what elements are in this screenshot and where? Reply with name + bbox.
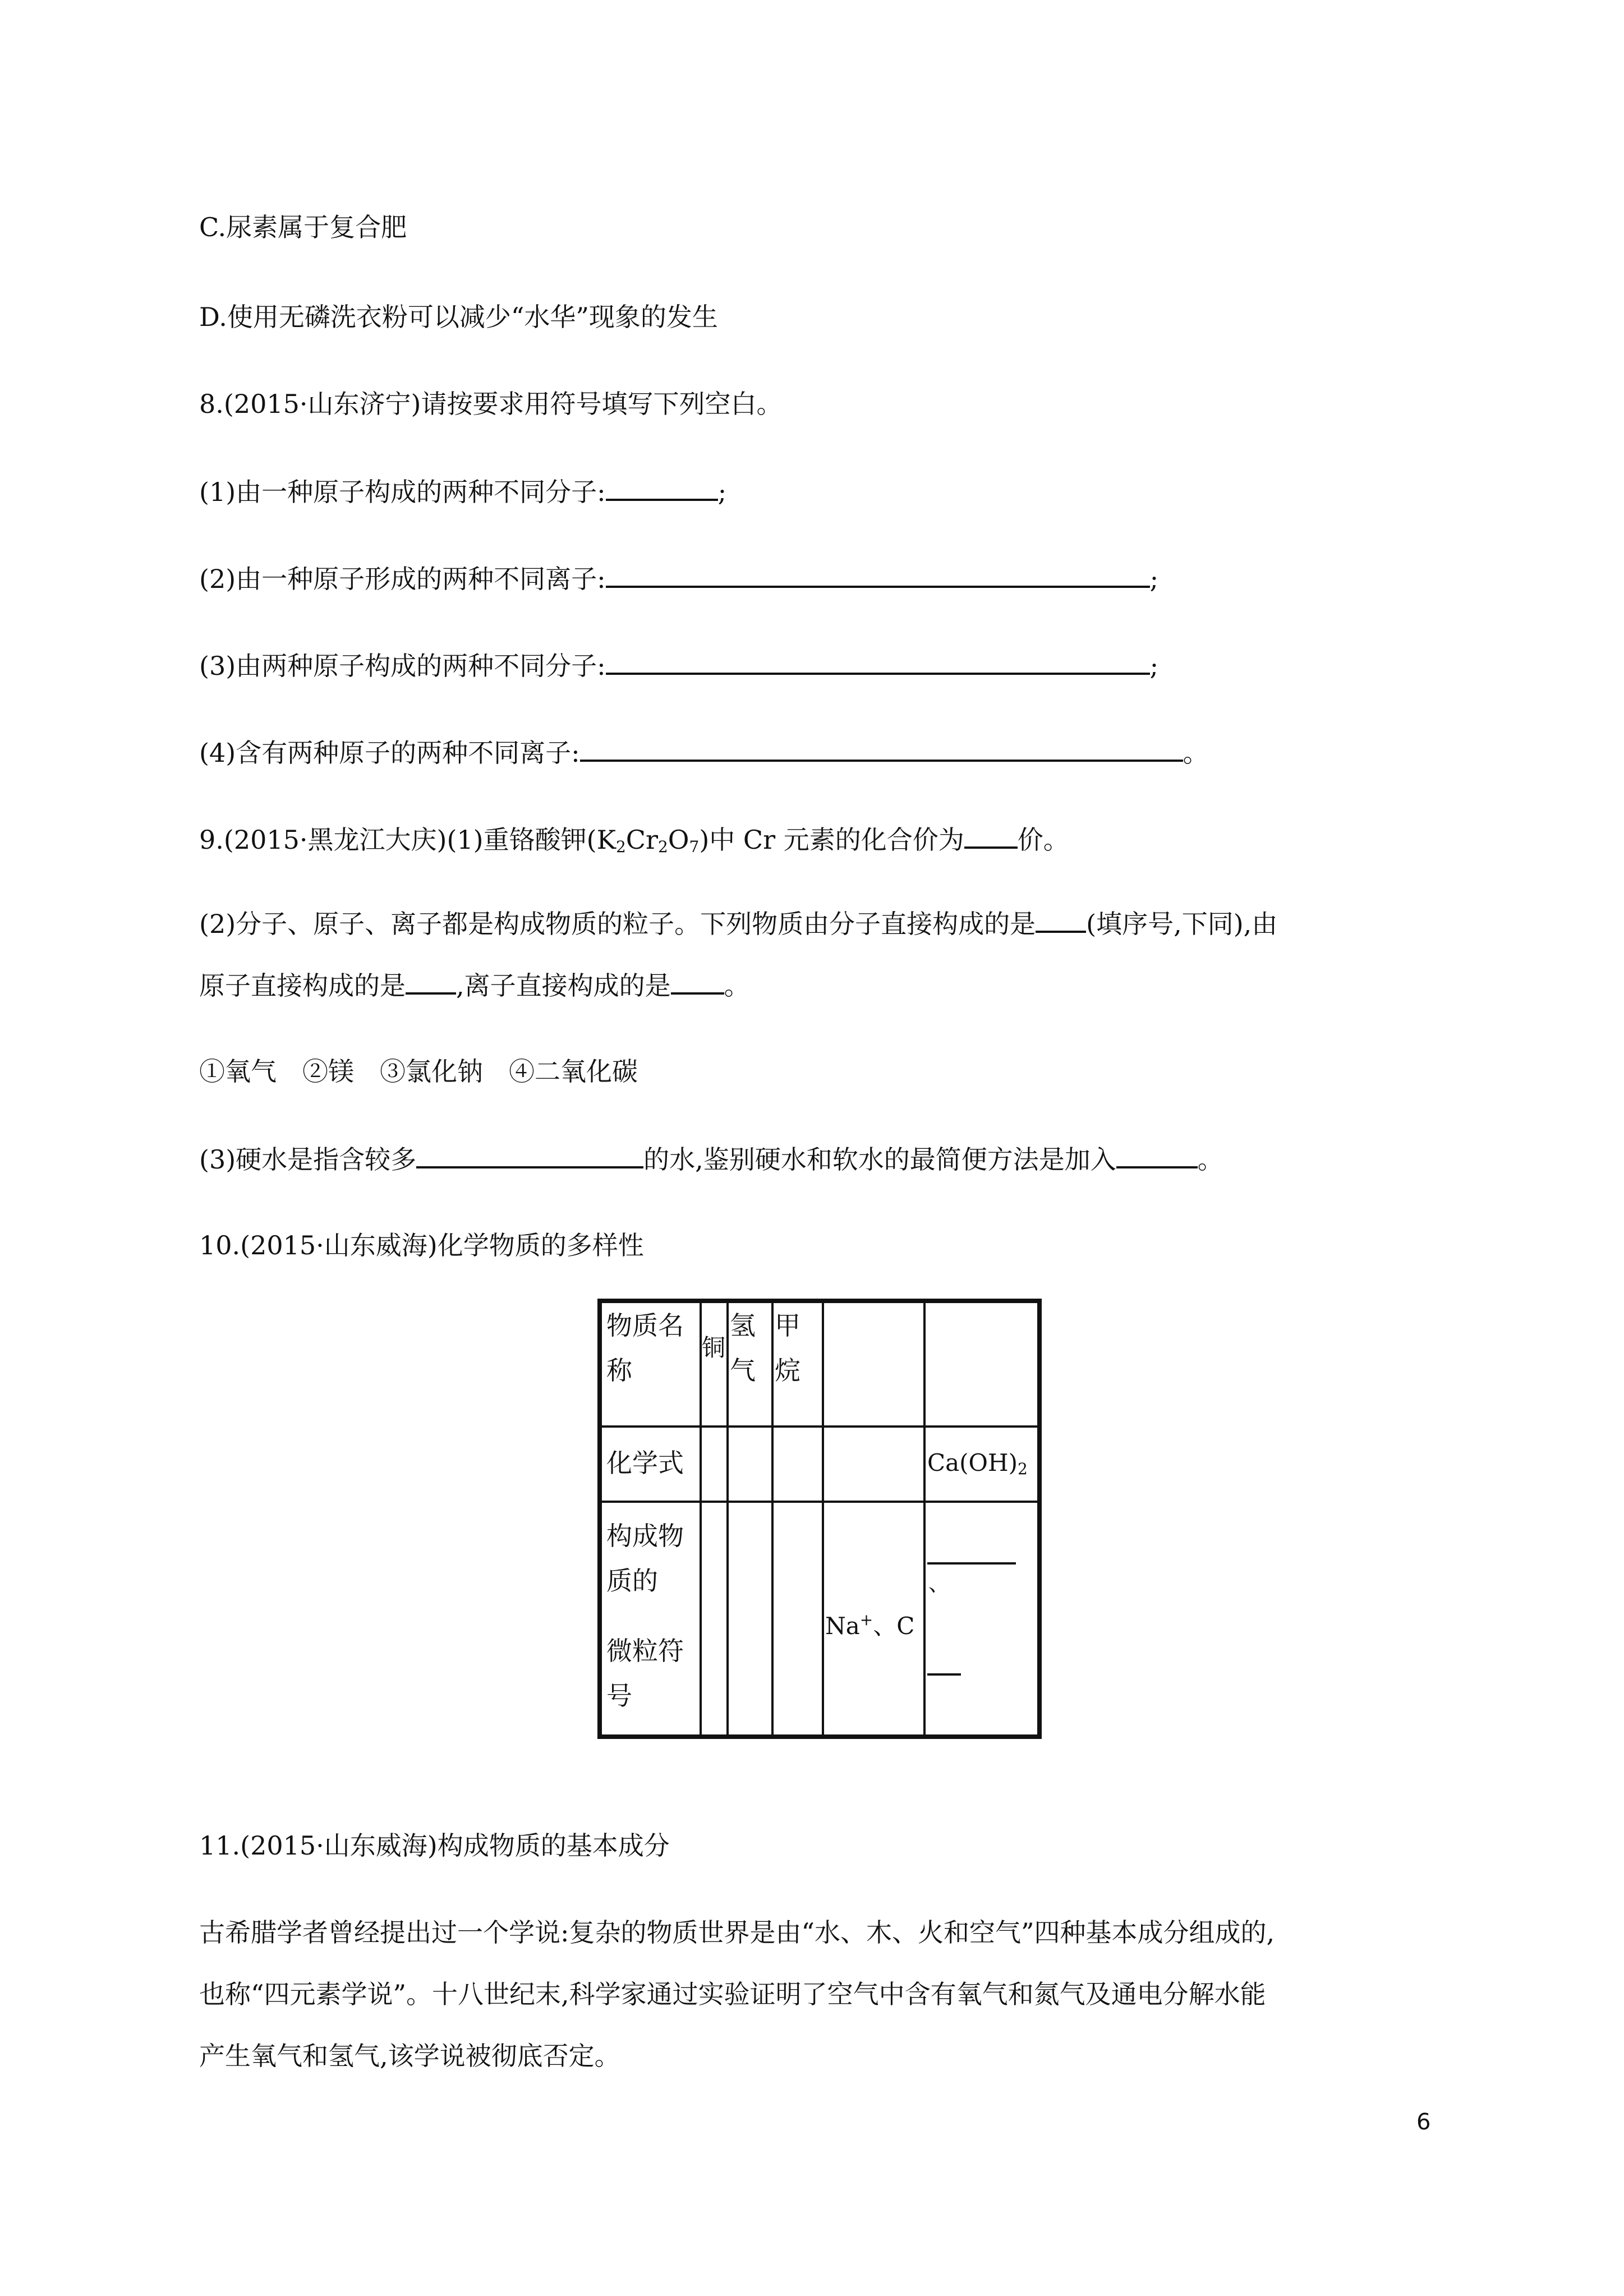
q9-3-text-b: 的水,鉴别硬水和软水的最简便方法是加入 xyxy=(643,1144,1116,1175)
q8-item-2 xyxy=(199,561,1158,596)
q8-item-4 xyxy=(199,735,1209,770)
q9-2-text-d: ,离子直接构成的是 xyxy=(456,970,671,1001)
table-col-line xyxy=(822,1303,824,1734)
q9-2-blank-2[interactable] xyxy=(406,968,456,995)
option-c: C.尿素属于复合肥 xyxy=(199,212,407,242)
cell-copper: 铜 xyxy=(702,1334,726,1361)
cell-blank-line-2[interactable] xyxy=(927,1673,961,1676)
table-row-line xyxy=(602,1501,1037,1503)
table-col-line xyxy=(726,1303,729,1734)
q9-text-a: 9.(2015·黑龙江大庆)(1)重铬酸钾(K xyxy=(199,825,616,855)
table-col-line xyxy=(771,1303,774,1734)
q9-item-2-line1 xyxy=(199,906,1277,941)
table-col-line xyxy=(923,1303,926,1734)
sodium-text: Na xyxy=(825,1612,860,1640)
q9-item-3 xyxy=(199,1142,1223,1176)
q9-item-2-line2 xyxy=(199,968,750,1002)
q9-2-text-e: 。 xyxy=(724,970,750,1001)
q8-item-1 xyxy=(199,474,726,509)
q8-2-end: ; xyxy=(1149,564,1159,594)
cell-hydrogen-b: 气 xyxy=(730,1355,756,1386)
cell-methane-b: 烷 xyxy=(775,1355,801,1386)
paragraph-line-3: 产生氧气和氢气,该学说被彻底否定。 xyxy=(199,2041,620,2071)
q9-2-text-b: (填序号,下同),由 xyxy=(1086,909,1278,939)
q8-4-text: (4)含有两种原子的两种不同离子: xyxy=(199,738,580,768)
q8-1-end: ; xyxy=(717,477,727,507)
q9-sub-3: 7 xyxy=(689,838,700,856)
q9-3-text-c: 。 xyxy=(1197,1144,1223,1175)
q8-3-blank[interactable] xyxy=(606,648,1150,675)
q9-3-blank-1[interactable] xyxy=(416,1142,643,1168)
q9-sub-2: 2 xyxy=(657,838,668,856)
paragraph-line-2: 也称“四元素学说”。十八世纪末,科学家通过实验证明了空气中含有氧气和氮气及通电分解水能 xyxy=(199,1979,1266,2009)
q8-2-text: (2)由一种原子形成的两种不同离子: xyxy=(199,564,606,594)
cell-substance-name-a: 物质名 xyxy=(606,1310,684,1341)
q8-3-end: ; xyxy=(1149,651,1159,681)
q9-3-blank-2[interactable] xyxy=(1116,1142,1198,1168)
cell-separator: 、 xyxy=(928,1571,950,1596)
q8-item-3 xyxy=(199,648,1158,683)
cell-sodium-ion xyxy=(825,1598,914,1649)
question-11: 11.(2015·山东威海)构成物质的基本成分 xyxy=(199,1830,670,1861)
q9-2-text-a: (2)分子、原子、离子都是构成物质的粒子。下列物质由分子直接构成的是 xyxy=(199,909,1036,939)
calcium-hydroxide-text: Ca(OH) xyxy=(927,1449,1018,1476)
question-8: 8.(2015·山东济宁)请按要求用符号填写下列空白。 xyxy=(199,389,783,419)
paragraph-line-1: 古希腊学者曾经提出过一个学说:复杂的物质世界是由“水、木、火和空气”四种基本成分组成的, xyxy=(199,1917,1275,1948)
question-9 xyxy=(199,822,1069,864)
q9-2-text-c: 原子直接构成的是 xyxy=(199,970,406,1001)
cell-blank-line-1[interactable] xyxy=(927,1562,1016,1565)
q9-text-b: )中 Cr 元素的化合价为 xyxy=(699,825,964,855)
cell-calcium-hydroxide xyxy=(927,1441,1028,1492)
table-row-line xyxy=(602,1425,1037,1428)
q9-2-blank-3[interactable] xyxy=(671,968,724,995)
q9-2-blank-1[interactable] xyxy=(1036,906,1086,933)
q8-1-text: (1)由一种原子构成的两种不同分子: xyxy=(199,477,606,507)
cell-particle-d: 号 xyxy=(606,1681,632,1711)
sodium-text-b: 、C xyxy=(873,1612,915,1640)
page-number: 6 xyxy=(1416,2109,1431,2135)
cell-chemical-formula: 化学式 xyxy=(606,1448,684,1478)
q8-2-blank[interactable] xyxy=(606,561,1150,588)
q8-3-text: (3)由两种原子构成的两种不同分子: xyxy=(199,651,606,681)
q9-1-blank[interactable] xyxy=(964,822,1018,849)
q9-cr: Cr xyxy=(625,825,658,855)
q9-options: ①氧气 ②镁 ③氯化钠 ④二氧化碳 xyxy=(199,1056,638,1087)
q8-4-blank[interactable] xyxy=(580,735,1183,762)
question-10: 10.(2015·山东威海)化学物质的多样性 xyxy=(199,1230,644,1260)
cell-methane-a: 甲 xyxy=(775,1310,801,1341)
q8-4-end: 。 xyxy=(1183,738,1209,768)
calcium-hydroxide-sub: 2 xyxy=(1018,1460,1028,1478)
cell-particle-b: 质的 xyxy=(606,1566,658,1596)
substance-table xyxy=(597,1299,1042,1739)
sodium-sup: + xyxy=(859,1611,873,1629)
q9-text-c: 价。 xyxy=(1017,825,1069,855)
option-d: D.使用无磷洗衣粉可以减少“水华”现象的发生 xyxy=(199,302,718,332)
q9-o: O xyxy=(668,825,689,855)
q8-1-blank[interactable] xyxy=(606,474,718,501)
cell-substance-name-b: 称 xyxy=(606,1355,632,1386)
cell-particle-a: 构成物 xyxy=(606,1521,684,1551)
q9-3-text-a: (3)硬水是指含较多 xyxy=(199,1144,417,1175)
cell-hydrogen-a: 氢 xyxy=(730,1310,756,1341)
cell-particle-c: 微粒符 xyxy=(606,1636,684,1666)
q9-sub-1: 2 xyxy=(615,838,626,856)
